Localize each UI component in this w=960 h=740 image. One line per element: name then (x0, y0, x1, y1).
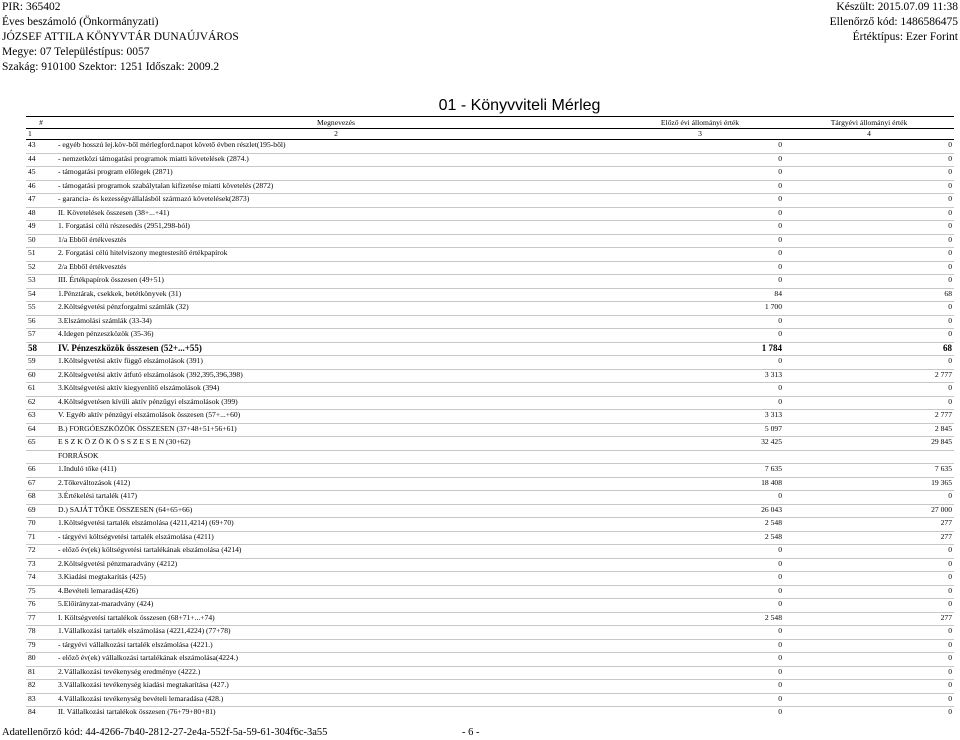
row-number: 57 (26, 329, 56, 343)
row-label: 1.Induló tőke (411) (56, 464, 616, 478)
prev-value: 0 (616, 261, 784, 275)
table-row (26, 275, 954, 289)
row-label: 1. Forgatási célú részesedés (2951,298-ból) (56, 221, 616, 235)
table-row (26, 167, 954, 181)
prev-value: 0 (616, 356, 784, 370)
row-number: 64 (26, 423, 56, 437)
row-label: 4.Vállalkozási tevékenység bevételi lemaradása (428.) (56, 693, 616, 707)
row-label: - támogatási programok szabálytalan kifizetése miatti követelés (2872) (56, 180, 616, 194)
row-label: V. Egyéb aktív pénzügyi elszámolások összesen (57+...+60) (56, 410, 616, 424)
curr-value: 0 (784, 396, 954, 410)
curr-value: 277 (784, 518, 954, 532)
row-number (26, 450, 56, 464)
prev-value: 0 (616, 167, 784, 181)
row-number: 78 (26, 626, 56, 640)
table-row (26, 693, 954, 707)
table-row (26, 504, 954, 518)
row-label: - nemzetközi támogatási programok miatti követelések (2874.) (56, 153, 616, 167)
table-row (26, 585, 954, 599)
curr-value: 29 845 (784, 437, 954, 451)
curr-value: 2 777 (784, 410, 954, 424)
prev-value: 0 (616, 585, 784, 599)
data-check-code: Adatellenőrző kód: 44-4266-7b40-2812-27-2e4a-552f-5a-59-61-304f6c-3a55 (2, 727, 328, 738)
row-label: D.) SAJÁT TŐKE ÖSSZESEN (64+65+66) (56, 504, 616, 518)
table-row (26, 599, 954, 613)
row-label: - előző év(ek) költségvetési tartalékának elszámolása (4214) (56, 545, 616, 559)
row-number: 47 (26, 194, 56, 208)
report-header (2, 0, 958, 75)
prev-value: 0 (616, 396, 784, 410)
curr-value: 0 (784, 639, 954, 653)
row-number: 82 (26, 680, 56, 694)
row-number: 77 (26, 612, 56, 626)
table-row (26, 288, 954, 302)
row-number: 67 (26, 477, 56, 491)
county-info: Megye: 07 Településtípus: 0057 (2, 46, 150, 58)
row-number: 59 (26, 356, 56, 370)
table-row (26, 221, 954, 235)
table-row (26, 707, 954, 720)
table-row (26, 140, 954, 154)
curr-value: 0 (784, 329, 954, 343)
row-label: FORRÁSOK (56, 450, 616, 464)
value-type: Értéktípus: Ezer Forint (852, 31, 958, 43)
prev-value: 2 548 (616, 531, 784, 545)
curr-value: 0 (784, 153, 954, 167)
prev-value: 7 635 (616, 464, 784, 478)
table-row (26, 639, 954, 653)
row-number: 63 (26, 410, 56, 424)
table-row (26, 612, 954, 626)
table-row (26, 464, 954, 478)
row-label: 4.Bevételi lemaradás(426) (56, 585, 616, 599)
prev-value: 0 (616, 329, 784, 343)
prev-value: 0 (616, 545, 784, 559)
col-number-3: 3 (616, 129, 784, 140)
row-number: 73 (26, 558, 56, 572)
row-number: 83 (26, 693, 56, 707)
prev-value: 0 (616, 275, 784, 289)
row-number: 75 (26, 585, 56, 599)
prev-value: 0 (616, 626, 784, 640)
table-row (26, 329, 954, 343)
table-row (26, 477, 954, 491)
row-number: 52 (26, 261, 56, 275)
row-number: 46 (26, 180, 56, 194)
row-label: 2/a Ebből értékvesztés (56, 261, 616, 275)
table-row (26, 342, 954, 356)
row-number: 56 (26, 315, 56, 329)
row-label: I. Költségvetési tartalékok összesen (68+71+...+74) (56, 612, 616, 626)
row-label: 5.Előirányzat-maradvány (424) (56, 599, 616, 613)
row-number: 68 (26, 491, 56, 505)
row-label: - előző év(ek) vállalkozási tartalékának elszámolása(4224.) (56, 653, 616, 667)
prev-value: 5 097 (616, 423, 784, 437)
row-label: - garancia- és kezességvállalásból származó követelések(2873) (56, 194, 616, 208)
table-row (26, 369, 954, 383)
curr-value: 0 (784, 180, 954, 194)
table-row (26, 383, 954, 397)
column-numbers (26, 129, 954, 140)
prev-value: 2 548 (616, 612, 784, 626)
check-code: Ellenőrző kód: 1486586475 (829, 16, 958, 28)
row-label: 2.Költségvetési pénzforgalmi számlák (32) (56, 302, 616, 316)
prev-value: 0 (616, 639, 784, 653)
curr-value: 2 845 (784, 423, 954, 437)
row-label: 3.Értékelési tartalék (417) (56, 491, 616, 505)
curr-value: 0 (784, 666, 954, 680)
curr-value: 68 (784, 288, 954, 302)
col-number-4: 4 (784, 129, 954, 140)
row-number: 58 (26, 342, 56, 356)
prev-value: 0 (616, 248, 784, 262)
page-footer (2, 727, 958, 738)
table-row (26, 180, 954, 194)
table-row (26, 356, 954, 370)
row-label: 1/a Ebből értékvesztés (56, 234, 616, 248)
row-label: 3.Költségvetési aktív kiegyenlítő elszámolások (394) (56, 383, 616, 397)
row-number: 54 (26, 288, 56, 302)
prev-value: 0 (616, 207, 784, 221)
curr-value: 2 777 (784, 369, 954, 383)
prev-value: 0 (616, 558, 784, 572)
row-label: 1.Költségvetési aktív függő elszámolások (391) (56, 356, 616, 370)
row-number: 65 (26, 437, 56, 451)
row-number: 71 (26, 531, 56, 545)
balance-sheet-table (26, 116, 954, 720)
curr-value: 0 (784, 599, 954, 613)
row-label: 3.Vállalkozási tevékenység kiadási megtakarítása (427.) (56, 680, 616, 694)
prev-value: 0 (616, 234, 784, 248)
table-row (26, 518, 954, 532)
curr-value: 19 365 (784, 477, 954, 491)
curr-value: 0 (784, 572, 954, 586)
curr-value: 7 635 (784, 464, 954, 478)
row-number: 80 (26, 653, 56, 667)
sector-info: Szakág: 910100 Szektor: 1251 Időszak: 2009.2 (2, 61, 220, 73)
prev-value: 18 408 (616, 477, 784, 491)
table-row (26, 680, 954, 694)
prev-value: 0 (616, 599, 784, 613)
curr-value: 0 (784, 491, 954, 505)
row-number: 53 (26, 275, 56, 289)
prev-value: 0 (616, 221, 784, 235)
prev-value: 0 (616, 693, 784, 707)
row-label: 3.Elszámolási számlák (33-34) (56, 315, 616, 329)
table-row (26, 423, 954, 437)
curr-value: 0 (784, 585, 954, 599)
table-row (26, 302, 954, 316)
row-label: E S Z K Ö Z Ö K Ö S S Z E S E N (30+62) (56, 437, 616, 451)
row-number: 69 (26, 504, 56, 518)
curr-value: 0 (784, 221, 954, 235)
row-number: 66 (26, 464, 56, 478)
curr-value: 0 (784, 261, 954, 275)
curr-value: 27 000 (784, 504, 954, 518)
row-number: 79 (26, 639, 56, 653)
prev-value: 0 (616, 194, 784, 208)
table-row (26, 396, 954, 410)
curr-value: 0 (784, 693, 954, 707)
row-label: - tárgyévi költségvetési tartalék elszámolása (4211) (56, 531, 616, 545)
curr-value: 0 (784, 302, 954, 316)
row-label: 1.Vállalkozási tartalék elszámolása (4221,4224) (77+78) (56, 626, 616, 640)
row-number: 48 (26, 207, 56, 221)
row-number: 49 (26, 221, 56, 235)
col-number-2: 2 (56, 129, 616, 140)
row-label: B.) FORGÓESZKÖZÖK ÖSSZESEN (37+48+51+56+61) (56, 423, 616, 437)
row-number: 70 (26, 518, 56, 532)
created-timestamp: Készült: 2015.07.09 11:38 (836, 1, 958, 13)
curr-value: 0 (784, 680, 954, 694)
table-row (26, 248, 954, 262)
row-label: - támogatási program előlegek (2871) (56, 167, 616, 181)
row-number: 44 (26, 153, 56, 167)
row-number: 62 (26, 396, 56, 410)
row-label: 2.Költségvetési aktív átfutó elszámolások (392,395,396,398) (56, 369, 616, 383)
row-number: 55 (26, 302, 56, 316)
prev-value: 0 (616, 666, 784, 680)
row-number: 74 (26, 572, 56, 586)
row-label: 2. Forgatási célú hitelviszony megtestesítő értékpapírok (56, 248, 616, 262)
row-number: 76 (26, 599, 56, 613)
row-number: 43 (26, 140, 56, 154)
curr-value: 0 (784, 653, 954, 667)
prev-value: 32 425 (616, 437, 784, 451)
table-row (26, 558, 954, 572)
row-label: 3.Kiadási megtakarítás (425) (56, 572, 616, 586)
row-label: II. Vállalkozási tartalékok összesen (76+79+80+81) (56, 707, 616, 720)
row-number: 51 (26, 248, 56, 262)
prev-value (616, 450, 784, 464)
col-prev: Előző évi állományi érték (616, 117, 784, 129)
prev-value: 1 784 (616, 342, 784, 356)
prev-value: 0 (616, 680, 784, 694)
row-label: 1.Költségvetési tartalék elszámolása (4211,4214) (69+70) (56, 518, 616, 532)
curr-value (784, 450, 954, 464)
page-number: - 6 - (462, 727, 480, 738)
row-number: 60 (26, 369, 56, 383)
prev-value: 3 313 (616, 410, 784, 424)
curr-value: 0 (784, 383, 954, 397)
curr-value: 0 (784, 234, 954, 248)
table-row (26, 315, 954, 329)
page-title: 01 - Könyvviteli Mérleg (438, 97, 601, 114)
prev-value: 0 (616, 140, 784, 154)
table-row (26, 572, 954, 586)
curr-value: 0 (784, 545, 954, 559)
row-number: 61 (26, 383, 56, 397)
row-label: 2.Tőkeváltozások (412) (56, 477, 616, 491)
prev-value: 0 (616, 491, 784, 505)
table-row (26, 194, 954, 208)
prev-value: 84 (616, 288, 784, 302)
table-row (26, 531, 954, 545)
row-label: - tárgyévi vállalkozási tartalék elszámolása (4221.) (56, 639, 616, 653)
row-label: II. Követelések összesen (38+...+41) (56, 207, 616, 221)
curr-value: 0 (784, 356, 954, 370)
prev-value: 1 700 (616, 302, 784, 316)
table-row (26, 491, 954, 505)
curr-value: 0 (784, 626, 954, 640)
row-label: 4.Idegen pénzeszközök (35-36) (56, 329, 616, 343)
prev-value: 0 (616, 153, 784, 167)
curr-value: 0 (784, 207, 954, 221)
prev-value: 0 (616, 707, 784, 720)
prev-value: 26 043 (616, 504, 784, 518)
row-number: 50 (26, 234, 56, 248)
row-number: 84 (26, 707, 56, 720)
row-label: 2.Költségvetési pénzmaradvány (4212) (56, 558, 616, 572)
col-name: Megnevezés (56, 117, 616, 129)
col-hash: # (26, 117, 56, 129)
row-label: 2.Vállalkozási tevékenység eredménye (4222.) (56, 666, 616, 680)
prev-value: 2 548 (616, 518, 784, 532)
table-row (26, 207, 954, 221)
curr-value: 68 (784, 342, 954, 356)
prev-value: 0 (616, 383, 784, 397)
prev-value: 0 (616, 572, 784, 586)
row-number: 45 (26, 167, 56, 181)
prev-value: 0 (616, 180, 784, 194)
curr-value: 0 (784, 558, 954, 572)
row-label: 1.Pénztárak, csekkek, betétkönyvek (31) (56, 288, 616, 302)
table-row (26, 261, 954, 275)
curr-value: 0 (784, 140, 954, 154)
row-label: IV. Pénzeszközök összesen (52+...+55) (56, 342, 616, 356)
table-row (26, 653, 954, 667)
curr-value: 0 (784, 315, 954, 329)
curr-value: 277 (784, 531, 954, 545)
table-row (26, 545, 954, 559)
table-header (26, 117, 954, 129)
col-curr: Tárgyévi állományi érték (784, 117, 954, 129)
table-row (26, 626, 954, 640)
col-number-1: 1 (26, 129, 56, 140)
row-number: 72 (26, 545, 56, 559)
table-row (26, 153, 954, 167)
prev-value: 3 313 (616, 369, 784, 383)
row-label: - egyéb hosszú lej.köv-ből mérlegford.napot követő évben részlet(195-ből) (56, 140, 616, 154)
prev-value: 0 (616, 315, 784, 329)
institution-name: JÓZSEF ATTILA KÖNYVTÁR DUNAÚJVÁROS (2, 31, 239, 43)
table-row (26, 437, 954, 451)
table-row (26, 410, 954, 424)
curr-value: 0 (784, 248, 954, 262)
row-label: 4.Költségvetésen kívüli aktív pénzügyi elszámolások (399) (56, 396, 616, 410)
curr-value: 277 (784, 612, 954, 626)
row-label: III. Értékpapírok összesen (49+51) (56, 275, 616, 289)
prev-value: 0 (616, 653, 784, 667)
table-row (26, 666, 954, 680)
section-heading-row (26, 450, 954, 464)
curr-value: 0 (784, 194, 954, 208)
row-number: 81 (26, 666, 56, 680)
curr-value: 0 (784, 167, 954, 181)
curr-value: 0 (784, 707, 954, 720)
report-type: Éves beszámoló (Önkormányzati) (2, 16, 159, 28)
pir-label: PIR: 365402 (2, 1, 61, 13)
curr-value: 0 (784, 275, 954, 289)
table-row (26, 234, 954, 248)
